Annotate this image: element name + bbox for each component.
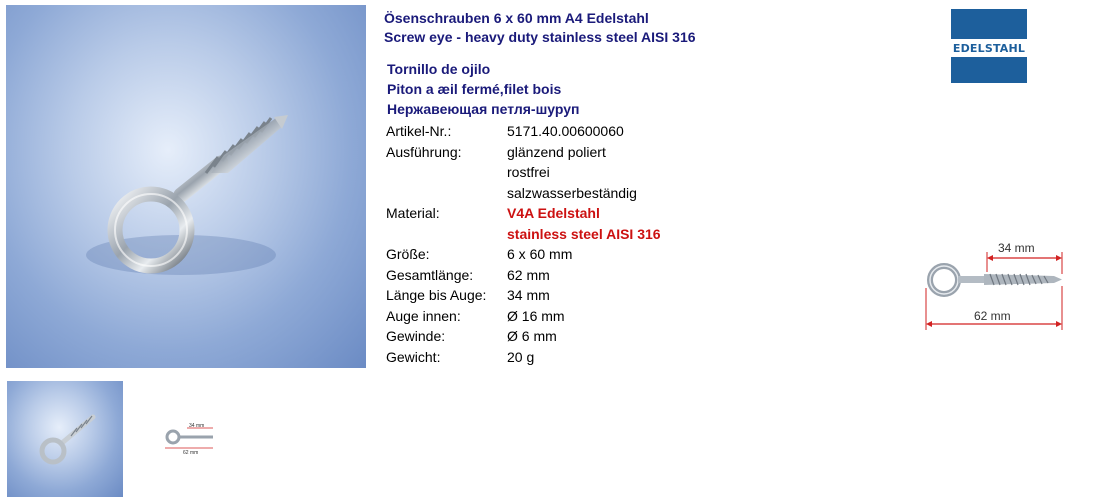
spec-row-article: [386, 121, 661, 142]
spec-label: [386, 162, 507, 183]
spec-label: Gewinde:: [386, 328, 446, 344]
spec-row-size: [386, 244, 661, 265]
spec-table: [386, 121, 661, 367]
spec-value-highlight: stainless steel AISI 316: [507, 225, 661, 242]
spec-row-total-length: [386, 265, 661, 286]
spec-value: 62 mm: [507, 266, 550, 283]
product-title-ru: Нержавеющая петля-шуруп: [387, 101, 580, 117]
spec-value: 20 g: [507, 348, 535, 365]
spec-row-finish-3: [386, 183, 661, 204]
spec-label: Gesamtlänge:: [386, 266, 474, 283]
spec-label: Größe:: [386, 246, 430, 262]
screw-eye-image: [6, 5, 366, 368]
spec-value-highlight: V4A Edelstahl: [507, 205, 600, 221]
spec-label: Ausführung:: [386, 143, 462, 160]
spec-value: glänzend poliert: [507, 143, 606, 160]
spec-label: Länge bis Auge:: [386, 287, 487, 303]
spec-row-length-to-eye: [386, 285, 661, 306]
product-title-de: Ösenschrauben 6 x 60 mm A4 Edelstahl: [384, 10, 649, 26]
svg-text:62 mm: 62 mm: [183, 450, 199, 456]
dim-thread-label: 34 mm: [998, 241, 1035, 255]
spec-label: Auge innen:: [386, 307, 461, 324]
spec-row-weight: [386, 347, 661, 368]
screw-eye-thumb-icon: [7, 381, 123, 497]
spec-row-finish: [386, 142, 661, 163]
spec-value: 6 x 60 mm: [507, 246, 573, 262]
spec-value: Ø 16 mm: [507, 307, 565, 324]
spec-label: [386, 183, 507, 204]
spec-value: 5171.40.00600060: [507, 123, 624, 139]
logo-text: EDELSTAHL: [951, 39, 1027, 57]
product-title-es: Tornillo de ojilo: [387, 61, 491, 77]
product-title-en: Screw eye - heavy duty stainless steel AISI 316: [384, 29, 696, 45]
spec-value: salzwasserbeständig: [507, 184, 637, 201]
dim-total-label: 62 mm: [974, 309, 1011, 323]
spec-label: [386, 224, 507, 245]
svg-text:34 mm: 34 mm: [189, 423, 205, 429]
spec-label: Material:: [386, 205, 440, 221]
spec-value: rostfrei: [507, 164, 550, 180]
edelstahl-logo: [951, 9, 1027, 83]
spec-row-eye-inner: [386, 306, 661, 327]
spec-row-finish-2: [386, 162, 661, 183]
thumbnail-product-photo[interactable]: [7, 381, 123, 497]
spec-label: Gewicht:: [386, 348, 441, 365]
spec-row-material: [386, 203, 661, 224]
main-product-image: [6, 5, 366, 368]
technical-drawing: [912, 236, 1072, 341]
spec-label: Artikel-Nr.:: [386, 123, 452, 139]
spec-row-thread: [386, 326, 661, 347]
product-title-fr: Piton a æil fermé,filet bois: [387, 81, 562, 97]
spec-value: Ø 6 mm: [507, 328, 557, 344]
drawing-thumb-icon: [131, 381, 247, 497]
spec-row-material-2: [386, 224, 661, 245]
thumbnail-technical-drawing[interactable]: [131, 381, 247, 497]
spec-value: 34 mm: [507, 287, 550, 303]
dimension-drawing: [912, 236, 1072, 336]
